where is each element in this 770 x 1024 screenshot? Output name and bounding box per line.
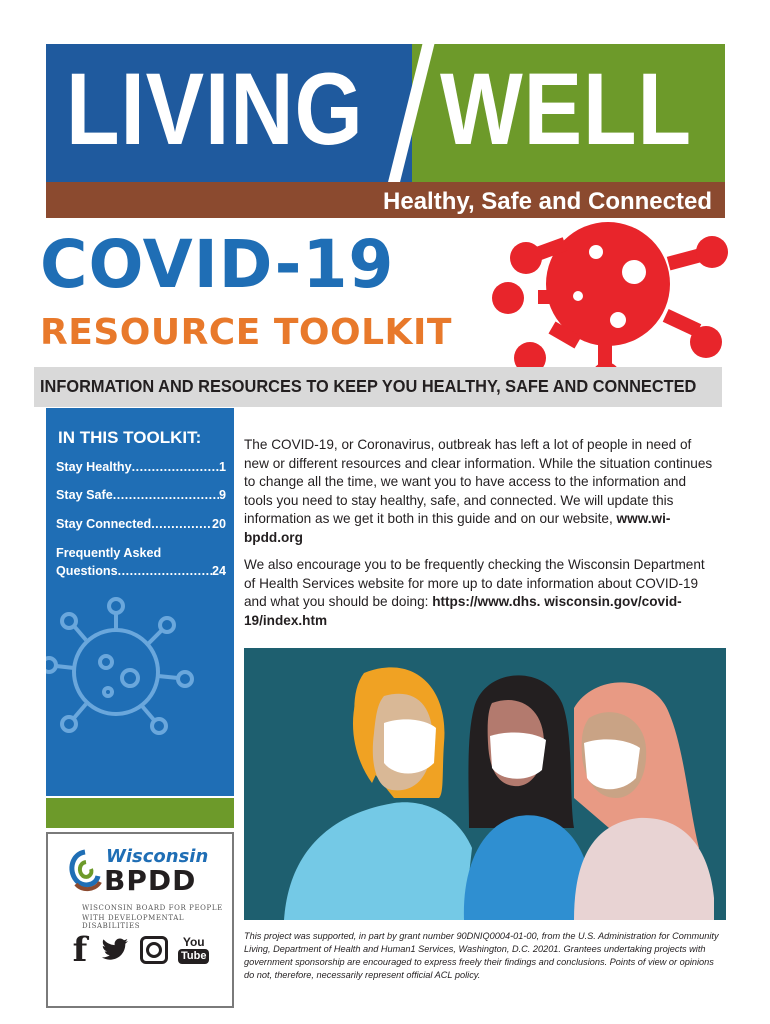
toc-item-stay-healthy[interactable] (56, 458, 226, 476)
twitter-icon[interactable] (100, 938, 130, 962)
sidebar-toc (46, 408, 234, 796)
bpdd-logo-box (46, 832, 234, 1008)
dhs-website-link[interactable]: https://www.dhs. wisconsin.gov/covid-19/index.htm (244, 594, 682, 628)
instagram-icon[interactable] (140, 936, 168, 964)
green-strip (46, 798, 234, 828)
toc-item-faq[interactable] (56, 544, 226, 580)
info-bar-text: INFORMATION AND RESOURCES TO KEEP YOU HEALTHY, SAFE AND CONNECTED (40, 376, 697, 396)
youtube-tube: Tube (178, 949, 209, 964)
dhs-text: We also encourage you to be frequently checking the Wisconsin Department of Health Services website for more up to date information about COVID-19 and what you should be doing: (244, 557, 705, 610)
logo-subtitle-2: WITH DEVELOPMENTAL DISABILITIES (82, 914, 185, 930)
coronavirus-icon (468, 212, 730, 382)
coronavirus-outline-icon (46, 594, 206, 744)
toc-item-stay-safe[interactable] (56, 486, 226, 504)
logo-subtitle-1: WISCONSIN BOARD FOR PEOPLE (82, 904, 223, 912)
toc-label: Stay Healthy (56, 460, 132, 474)
title-resource-toolkit: RESOURCE TOOLKIT (40, 312, 452, 353)
toc-page: 9 (218, 488, 226, 502)
toc-label-line1: Frequently Asked (56, 546, 162, 560)
toc-label: Stay Safe (56, 488, 113, 502)
grant-disclaimer: This project was supported, in part by grant number 90DNIQ0004-01-00, from the U.S. Administration for Community Living, Department of Health and Human1 Services, Washington, D.C. 20201. Grantees undertaking projects with government sponsorship are encouraged to express freely their findings and conclusions. Points of view or opinions do not, therefore, necessarily represent official ACL policy. (244, 931, 719, 980)
bpdd-website-link[interactable]: www.wi-bpdd.org (244, 511, 671, 545)
dhs-paragraph (244, 556, 714, 630)
logo-bpdd: BPDD (104, 864, 197, 897)
toc-label: Questions (56, 564, 118, 578)
title-covid: COVID-19 (40, 226, 395, 303)
social-links (70, 930, 209, 970)
bpdd-swirl-icon (66, 848, 104, 892)
intro-text: The COVID-19, or Coronavirus, outbreak has left a lot of people in need of new or different resources and clear information. While the situation continues to change all the time, we want you to have access to the information and tools you need to stay healthy, safe, and connected. We will update this information as we get it both in this guide and on our website, (244, 437, 713, 527)
facebook-icon[interactable]: f (72, 930, 88, 970)
youtube-you: You (182, 935, 205, 949)
toc-item-stay-connected[interactable] (56, 515, 226, 533)
toc-page: 24 (211, 564, 226, 578)
youtube-icon[interactable] (178, 936, 209, 964)
logo-wisconsin: Wisconsin (106, 846, 209, 867)
toc-heading: IN THIS TOOLKIT: (58, 428, 202, 447)
toc-label: Stay Connected (56, 517, 152, 531)
toc-page: 20 (211, 517, 226, 531)
masked-people-illustration (244, 648, 726, 920)
intro-paragraph (244, 436, 714, 548)
masthead-living: LIVING (66, 52, 364, 166)
masthead-well: WELL (440, 52, 692, 166)
tagline: Healthy, Safe and Connected (383, 188, 712, 215)
toc-page: 1 (218, 460, 226, 474)
